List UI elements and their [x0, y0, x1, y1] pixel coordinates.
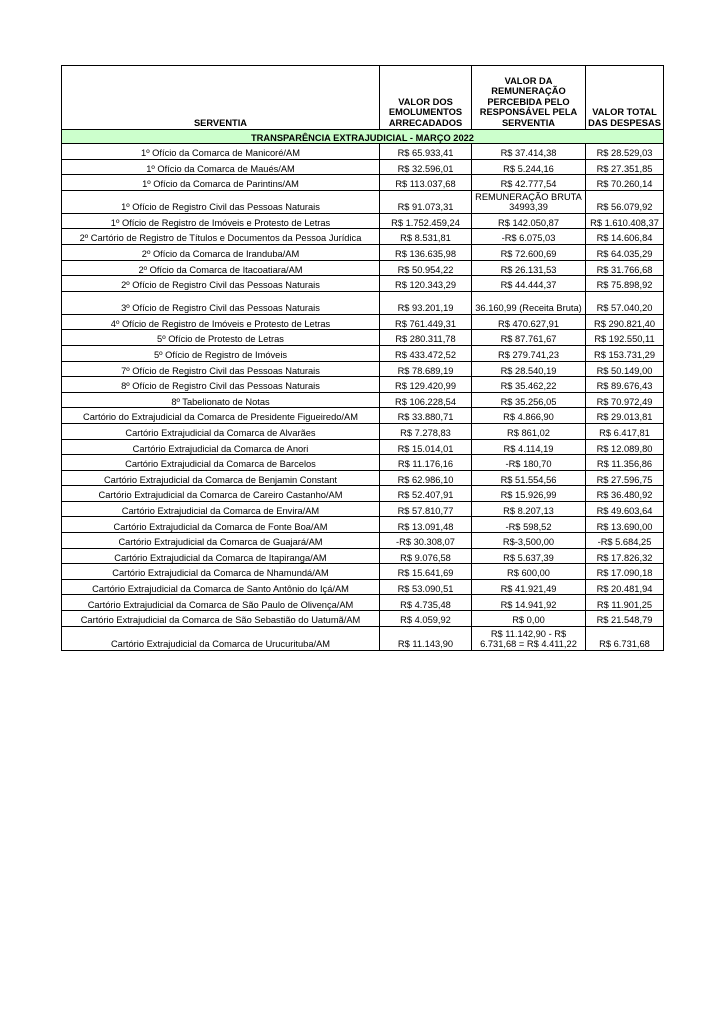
cell-emolumentos: R$ 78.689,19 [380, 361, 472, 377]
cell-despesas: R$ 70.972,49 [586, 392, 664, 408]
cell-emolumentos: R$ 93.201,19 [380, 291, 472, 314]
cell-remuneracao: R$ 5.637,39 [472, 548, 586, 564]
banner-row [62, 130, 664, 144]
table-row [62, 611, 664, 627]
table-row [62, 595, 664, 611]
cell-remuneracao: R$ 14.941,92 [472, 595, 586, 611]
cell-emolumentos: R$ 11.176,16 [380, 455, 472, 471]
cell-remuneracao: R$ 44.444,37 [472, 276, 586, 292]
table-row [62, 229, 664, 245]
cell-serventia: Cartório Extrajudicial da Comarca de Careiro Castanho/AM [62, 486, 380, 502]
cell-remuneracao: 36.160,99 (Receita Bruta) [472, 291, 586, 314]
cell-emolumentos: R$ 33.880,71 [380, 408, 472, 424]
cell-emolumentos: R$ 15.014,01 [380, 439, 472, 455]
cell-despesas: R$ 12.089,80 [586, 439, 664, 455]
table-row [62, 276, 664, 292]
cell-serventia: 1º Ofício de Registro de Imóveis e Protesto de Letras [62, 213, 380, 229]
table-row [62, 533, 664, 549]
cell-remuneracao: R$ 41.921,49 [472, 579, 586, 595]
cell-despesas: R$ 31.766,68 [586, 260, 664, 276]
cell-serventia: 1º Ofício da Comarca de Maués/AM [62, 159, 380, 175]
cell-serventia: Cartório Extrajudicial da Comarca de Nhamundá/AM [62, 564, 380, 580]
cell-emolumentos: R$ 53.090,51 [380, 579, 472, 595]
cell-emolumentos: R$ 91.073,31 [380, 190, 472, 213]
transparency-table [61, 65, 664, 651]
cell-remuneracao: -R$ 6.075,03 [472, 229, 586, 245]
cell-serventia: 2º Ofício da Comarca de Iranduba/AM [62, 244, 380, 260]
table-row [62, 439, 664, 455]
cell-remuneracao: R$ 4.114,19 [472, 439, 586, 455]
cell-serventia: Cartório Extrajudicial da Comarca de Urucurituba/AM [62, 626, 380, 650]
cell-serventia: 5º Ofício de Registro de Imóveis [62, 345, 380, 361]
table-row [62, 579, 664, 595]
cell-serventia: 2º Ofício da Comarca de Itacoatiara/AM [62, 260, 380, 276]
cell-emolumentos: R$ 129.420,99 [380, 377, 472, 393]
cell-despesas: R$ 21.548,79 [586, 611, 664, 627]
cell-despesas: R$ 13.690,00 [586, 517, 664, 533]
cell-despesas: R$ 6.417,81 [586, 423, 664, 439]
cell-despesas: R$ 64.035,29 [586, 244, 664, 260]
cell-remuneracao: R$ 5.244,16 [472, 159, 586, 175]
table-row [62, 190, 664, 213]
cell-emolumentos: R$ 136.635,98 [380, 244, 472, 260]
table-row [62, 291, 664, 314]
cell-remuneracao: R$ 15.926,99 [472, 486, 586, 502]
cell-remuneracao: R$ 37.414,38 [472, 144, 586, 160]
header-despesas: VALOR TOTAL DAS DESPESAS [586, 66, 664, 130]
cell-emolumentos: R$ 32.596,01 [380, 159, 472, 175]
cell-remuneracao: R$ 35.462,22 [472, 377, 586, 393]
cell-serventia: 2º Ofício de Registro Civil das Pessoas Naturais [62, 276, 380, 292]
table-row [62, 314, 664, 330]
cell-remuneracao: R$ 861,02 [472, 423, 586, 439]
header-serventia: SERVENTIA [62, 66, 380, 130]
cell-despesas: R$ 6.731,68 [586, 626, 664, 650]
cell-serventia: Cartório Extrajudicial da Comarca de Itapiranga/AM [62, 548, 380, 564]
cell-remuneracao: R$ 279.741,23 [472, 345, 586, 361]
cell-remuneracao: R$ 35.256,05 [472, 392, 586, 408]
cell-remuneracao: R$ 11.142,90 - R$ 6.731,68 = R$ 4.411,22 [472, 626, 586, 650]
cell-emolumentos: R$ 4.059,92 [380, 611, 472, 627]
cell-remuneracao: -R$ 180,70 [472, 455, 586, 471]
cell-serventia: Cartório Extrajudicial da Comarca de Barcelos [62, 455, 380, 471]
cell-serventia: Cartório Extrajudicial da Comarca de Anori [62, 439, 380, 455]
cell-emolumentos: R$ 8.531,81 [380, 229, 472, 245]
cell-remuneracao: REMUNERAÇÃO BRUTA 34993,39 [472, 190, 586, 213]
cell-despesas: R$ 89.676,43 [586, 377, 664, 393]
cell-serventia: 8º Tabelionato de Notas [62, 392, 380, 408]
cell-despesas: R$ 290.821,40 [586, 314, 664, 330]
table-row [62, 392, 664, 408]
table-row [62, 377, 664, 393]
cell-despesas: R$ 17.090,18 [586, 564, 664, 580]
cell-remuneracao: R$ 0,00 [472, 611, 586, 627]
cell-emolumentos: R$ 120.343,29 [380, 276, 472, 292]
cell-despesas: R$ 192.550,11 [586, 330, 664, 346]
header-emolumentos: VALOR DOS EMOLUMENTOS ARRECADADOS [380, 66, 472, 130]
cell-despesas: R$ 28.529,03 [586, 144, 664, 160]
header-row [62, 66, 664, 130]
cell-despesas: R$ 36.480,92 [586, 486, 664, 502]
cell-serventia: Cartório Extrajudicial da Comarca de São Paulo de Olivença/AM [62, 595, 380, 611]
table-row [62, 408, 664, 424]
cell-remuneracao: R$ 26.131,53 [472, 260, 586, 276]
cell-remuneracao: R$ 8.207,13 [472, 501, 586, 517]
table-row [62, 517, 664, 533]
cell-serventia: Cartório Extrajudicial da Comarca de Benjamin Constant [62, 470, 380, 486]
cell-despesas: R$ 70.260,14 [586, 175, 664, 191]
table-row [62, 244, 664, 260]
cell-remuneracao: R$ 87.761,67 [472, 330, 586, 346]
cell-serventia: 8º Ofício de Registro Civil das Pessoas Naturais [62, 377, 380, 393]
cell-remuneracao: R$ 600,00 [472, 564, 586, 580]
table-row [62, 564, 664, 580]
cell-emolumentos: R$ 65.933,41 [380, 144, 472, 160]
cell-remuneracao: R$ 4.866,90 [472, 408, 586, 424]
cell-despesas: R$ 153.731,29 [586, 345, 664, 361]
header-remuneracao: VALOR DA REMUNERAÇÃO PERCEBIDA PELO RESPONSÁVEL PELA SERVENTIA [472, 66, 586, 130]
cell-serventia: 4º Ofício de Registro de Imóveis e Protesto de Letras [62, 314, 380, 330]
table-row [62, 330, 664, 346]
cell-serventia: 1º Ofício da Comarca de Manicoré/AM [62, 144, 380, 160]
cell-serventia: Cartório Extrajudicial da Comarca de Santo Antônio do Içá/AM [62, 579, 380, 595]
cell-emolumentos: R$ 433.472,52 [380, 345, 472, 361]
cell-remuneracao: R$ 470.627,91 [472, 314, 586, 330]
cell-emolumentos: -R$ 30.308,07 [380, 533, 472, 549]
cell-serventia: 1º Ofício da Comarca de Parintins/AM [62, 175, 380, 191]
cell-remuneracao: R$ 42.777,54 [472, 175, 586, 191]
cell-emolumentos: R$ 52.407,91 [380, 486, 472, 502]
cell-despesas: R$ 29.013,81 [586, 408, 664, 424]
cell-emolumentos: R$ 280.311,78 [380, 330, 472, 346]
table-row [62, 548, 664, 564]
table-row [62, 175, 664, 191]
cell-despesas: -R$ 5.684,25 [586, 533, 664, 549]
cell-emolumentos: R$ 113.037,68 [380, 175, 472, 191]
cell-emolumentos: R$ 106.228,54 [380, 392, 472, 408]
cell-despesas: R$ 57.040,20 [586, 291, 664, 314]
cell-remuneracao: R$ 72.600,69 [472, 244, 586, 260]
cell-serventia: 3º Ofício de Registro Civil das Pessoas Naturais [62, 291, 380, 314]
cell-serventia: Cartório Extrajudicial da Comarca de Alvarães [62, 423, 380, 439]
table-row [62, 213, 664, 229]
cell-emolumentos: R$ 13.091,48 [380, 517, 472, 533]
cell-remuneracao: -R$ 598,52 [472, 517, 586, 533]
cell-serventia: Cartório Extrajudicial da Comarca de Envira/AM [62, 501, 380, 517]
cell-despesas: R$ 75.898,92 [586, 276, 664, 292]
cell-remuneracao: R$ 51.554,56 [472, 470, 586, 486]
cell-serventia: Cartório Extrajudicial da Comarca de Guajará/AM [62, 533, 380, 549]
table-row [62, 501, 664, 517]
banner-title: TRANSPARÊNCIA EXTRAJUDICIAL - MARÇO 2022 [62, 130, 664, 144]
cell-despesas: R$ 27.596,75 [586, 470, 664, 486]
table-row [62, 345, 664, 361]
table-row [62, 455, 664, 471]
cell-emolumentos: R$ 11.143,90 [380, 626, 472, 650]
cell-emolumentos: R$ 62.986,10 [380, 470, 472, 486]
cell-despesas: R$ 56.079,92 [586, 190, 664, 213]
table-row [62, 361, 664, 377]
cell-despesas: R$ 17.826,32 [586, 548, 664, 564]
cell-despesas: R$ 27.351,85 [586, 159, 664, 175]
cell-emolumentos: R$ 4.735,48 [380, 595, 472, 611]
table-row [62, 159, 664, 175]
cell-emolumentos: R$ 7.278,83 [380, 423, 472, 439]
table-row [62, 626, 664, 650]
cell-remuneracao: R$ 142.050,87 [472, 213, 586, 229]
cell-emolumentos: R$ 761.449,31 [380, 314, 472, 330]
cell-emolumentos: R$ 57.810,77 [380, 501, 472, 517]
cell-serventia: 1º Ofício de Registro Civil das Pessoas Naturais [62, 190, 380, 213]
cell-despesas: R$ 14.606,84 [586, 229, 664, 245]
cell-emolumentos: R$ 15.641,69 [380, 564, 472, 580]
cell-despesas: R$ 11.901,25 [586, 595, 664, 611]
cell-despesas: R$ 11.356,86 [586, 455, 664, 471]
table-row [62, 260, 664, 276]
cell-serventia: Cartório Extrajudicial da Comarca de São Sebastião do Uatumã/AM [62, 611, 380, 627]
cell-despesas: R$ 50.149,00 [586, 361, 664, 377]
cell-serventia: Cartório Extrajudicial da Comarca de Fonte Boa/AM [62, 517, 380, 533]
table-row [62, 470, 664, 486]
cell-serventia: 2º Cartório de Registro de Títulos e Documentos da Pessoa Jurídica [62, 229, 380, 245]
cell-serventia: 5º Ofício de Protesto de Letras [62, 330, 380, 346]
cell-remuneracao: R$-3,500,00 [472, 533, 586, 549]
cell-despesas: R$ 49.603,64 [586, 501, 664, 517]
cell-emolumentos: R$ 9.076,58 [380, 548, 472, 564]
cell-remuneracao: R$ 28.540,19 [472, 361, 586, 377]
table-row [62, 144, 664, 160]
cell-despesas: R$ 20.481,94 [586, 579, 664, 595]
table-row [62, 423, 664, 439]
cell-serventia: Cartório do Extrajudicial da Comarca de Presidente Figueiredo/AM [62, 408, 380, 424]
cell-emolumentos: R$ 50.954,22 [380, 260, 472, 276]
cell-despesas: R$ 1.610.408,37 [586, 213, 664, 229]
cell-serventia: 7º Ofício de Registro Civil das Pessoas Naturais [62, 361, 380, 377]
table-row [62, 486, 664, 502]
cell-emolumentos: R$ 1.752.459,24 [380, 213, 472, 229]
